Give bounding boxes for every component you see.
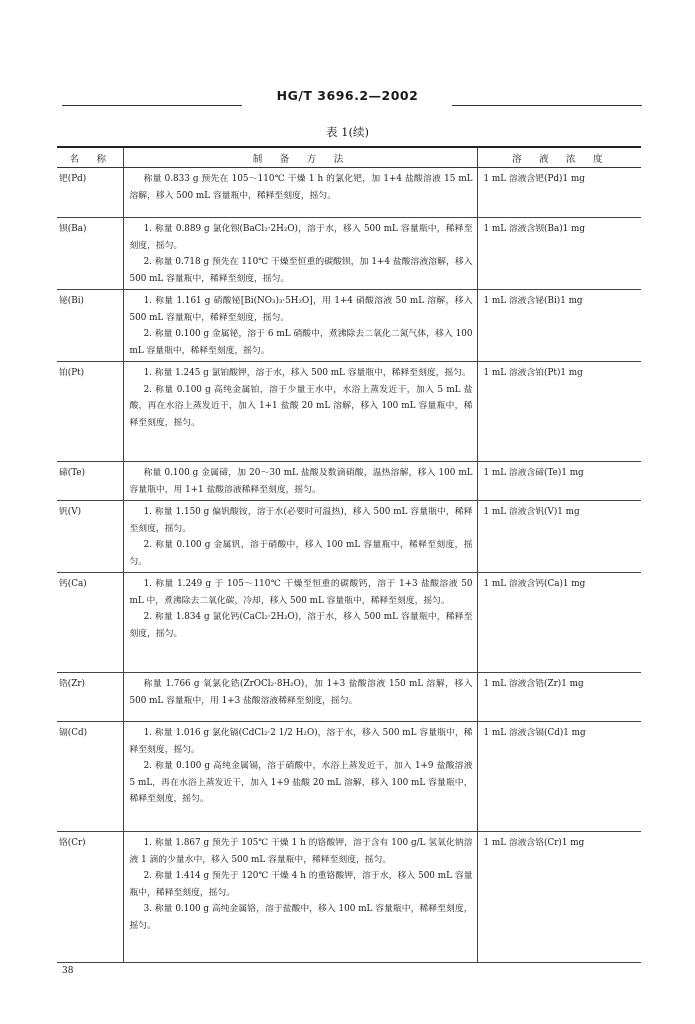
method-step: 1. 称量 1.150 g 偏钒酸铵，溶于水(必要时可温热)，移入 500 mL 容量瓶中，稀释至刻度，摇匀。 (129, 507, 473, 534)
solution-concentration: 1 mL 溶液含铋(Bi)1 mg (477, 290, 641, 362)
table-row (57, 290, 641, 362)
method-step: 2. 称量 0.100 g 高纯金属镉，溶于硝酸中，水浴上蒸发近干，加入 1+9 盐酸溶液 5 mL，再在水浴上蒸发近干，加入 1+9 盐酸 20 mL 溶解，移入 100 mL 容量瓶中，稀释至刻度，摇匀。 (129, 761, 473, 804)
preparation-method (123, 832, 477, 963)
element-name: 铋(Bi) (57, 290, 123, 362)
table-caption: 表 1(续) (326, 125, 369, 139)
solution-concentration: 1 mL 溶液含锆(Zr)1 mg (477, 673, 641, 722)
table-row (57, 462, 641, 501)
preparation-method (123, 168, 477, 218)
page-number: 38 (62, 966, 74, 976)
preparation-method (123, 673, 477, 722)
method-step: 1. 称量 1.867 g 预先于 105℃ 干燥 1 h 的铬酸钾，溶于含有 100 g/L 氢氧化钠溶液 1 滴的少量水中，移入 500 mL 容量瓶中，稀释至刻度，摇匀。 (129, 838, 473, 865)
table-row (57, 218, 641, 290)
table-row (57, 832, 641, 963)
table-row (57, 722, 641, 832)
table-row (57, 168, 641, 218)
solution-concentration: 1 mL 溶液含铬(Cr)1 mg (477, 832, 641, 963)
preparation-method (123, 218, 477, 290)
element-name: 钯(Pd) (57, 168, 123, 218)
method-step: 1. 称量 0.889 g 氯化钡(BaCl₂·2H₂O)，溶于水，移入 500 mL 容量瓶中，稀释至刻度，摇匀。 (129, 224, 473, 251)
element-name: 铂(Pt) (57, 362, 123, 462)
preparation-table (57, 146, 641, 963)
method-step: 1. 称量 1.249 g 于 105～110℃ 干燥至恒重的碳酸钙，溶于 1+3 盐酸溶液 50 mL 中，煮沸除去二氧化碳，冷却，移入 500 mL 容量瓶中，稀释至刻度，摇匀。 (129, 579, 473, 606)
header-rule-left (62, 105, 242, 106)
method-step: 2. 称量 0.100 g 高纯金属铂，溶于少量王水中，水浴上蒸发近干，加入 5 mL 盐酸，再在水浴上蒸发近干，加入 1+1 盐酸 20 mL 溶解，移入 100 mL 容量瓶中，稀释至刻度，摇匀。 (129, 384, 473, 428)
preparation-method (123, 362, 477, 462)
column-header-concentration: 溶 液 浓 度 (477, 147, 641, 168)
element-name: 钙(Ca) (57, 573, 123, 673)
element-name: 铬(Cr) (57, 832, 123, 963)
solution-concentration: 1 mL 溶液含钯(Pd)1 mg (477, 168, 641, 218)
preparation-method (123, 462, 477, 501)
method-step: 称量 1.766 g 氧氯化锆(ZrOCl₂·8H₂O)，加 1+3 盐酸溶液 150 mL 溶解，移入 500 mL 容量瓶中，用 1+3 盐酸溶液稀释至刻度，摇匀。 (129, 679, 473, 706)
element-name: 锆(Zr) (57, 673, 123, 722)
preparation-method (123, 573, 477, 673)
method-step: 2. 称量 1.414 g 预先于 120℃ 干燥 4 h 的重铬酸钾，溶于水，移入 500 mL 容量瓶中，稀释至刻度，摇匀。 (129, 871, 473, 898)
table-row (57, 501, 641, 573)
method-step: 1. 称量 1.245 g 氯铂酸钾，溶于水，移入 500 mL 容量瓶中，稀释至刻度，摇匀。 (143, 368, 471, 378)
method-step: 称量 0.100 g 金属碲，加 20～30 mL 盐酸及数滴硝酸，温热溶解，移入 100 mL 容量瓶中，用 1+1 盐酸溶液稀释至刻度，摇匀。 (129, 468, 473, 495)
method-step: 3. 称量 0.100 g 高纯金属铬，溶于盐酸中，移入 100 mL 容量瓶中，稀释至刻度，摇匀。 (129, 904, 473, 931)
method-step: 2. 称量 1.834 g 氯化钙(CaCl₂·2H₂O)，溶于水，移入 500 mL 容量瓶中，稀释至刻度，摇匀。 (129, 612, 473, 639)
method-step: 1. 称量 1.161 g 硝酸铋[Bi(NO₃)₃·5H₂O]，用 1+4 硝酸溶液 50 mL 溶解，移入 500 mL 容量瓶中，稀释至刻度，摇匀。 (129, 296, 473, 323)
solution-concentration: 1 mL 溶液含镉(Cd)1 mg (477, 722, 641, 832)
method-step: 2. 称量 0.100 g 金属铋，溶于 6 mL 硝酸中，煮沸除去二氧化二氮气体，移入 100 mL 容量瓶中，稀释至刻度，摇匀。 (129, 329, 473, 356)
table-row (57, 573, 641, 673)
table-row (57, 362, 641, 462)
element-name: 碲(Te) (57, 462, 123, 501)
header-rule-right (452, 105, 642, 106)
solution-concentration: 1 mL 溶液含铂(Pt)1 mg (477, 362, 641, 462)
preparation-method (123, 722, 477, 832)
method-step: 1. 称量 1.016 g 氯化镉(CdCl₂·2 1/2 H₂O)，溶于水，移入 500 mL 容量瓶中，稀释至刻度，摇匀。 (129, 728, 473, 755)
preparation-method (123, 290, 477, 362)
standard-number: HG/T 3696.2—2002 (276, 88, 419, 103)
method-step: 称量 0.833 g 预先在 105～110℃ 干燥 1 h 的氯化钯，加 1+4 盐酸溶液 15 mL 溶解，移入 500 mL 容量瓶中，稀释至刻度，摇匀。 (129, 174, 473, 201)
solution-concentration: 1 mL 溶液含碲(Te)1 mg (477, 462, 641, 501)
preparation-method (123, 501, 477, 573)
method-step: 2. 称量 0.100 g 金属钒，溶于硝酸中，移入 100 mL 容量瓶中，稀释至刻度，摇匀。 (129, 540, 473, 567)
column-header-method: 制 备 方 法 (123, 147, 477, 168)
table-header-row (57, 147, 641, 168)
element-name: 钒(V) (57, 501, 123, 573)
solution-concentration: 1 mL 溶液含钙(Ca)1 mg (477, 573, 641, 673)
column-header-name: 名 称 (57, 147, 123, 168)
element-name: 钡(Ba) (57, 218, 123, 290)
method-step: 2. 称量 0.718 g 预先在 110℃ 干燥至恒重的碳酸钡，加 1+4 盐酸溶液溶解，移入 500 mL 容量瓶中，稀释至刻度，摇匀。 (129, 257, 473, 284)
table-row (57, 673, 641, 722)
solution-concentration: 1 mL 溶液含钡(Ba)1 mg (477, 218, 641, 290)
solution-concentration: 1 mL 溶液含钒(V)1 mg (477, 501, 641, 573)
element-name: 镉(Cd) (57, 722, 123, 832)
